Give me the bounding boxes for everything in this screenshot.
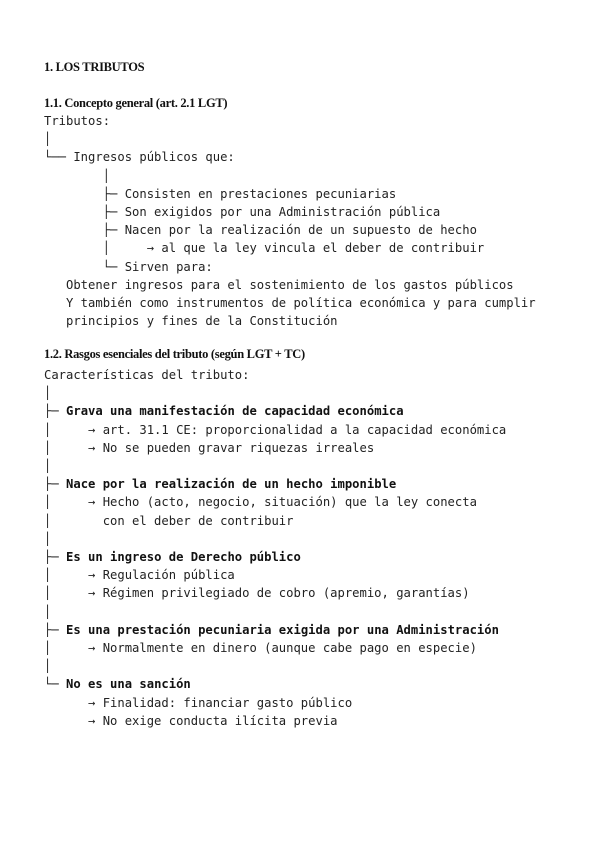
tree-line: │ (44, 604, 52, 619)
tree-line: ├─ Nacen por la realización de un supuesto de hecho (44, 223, 477, 238)
characteristic-detail: │ → Hecho (acto, negocio, situación) que la ley conecta (44, 495, 477, 510)
characteristic-detail: │ → Normalmente en dinero (aunque cabe pago en especie) (44, 641, 477, 656)
characteristic-detail: │ → Régimen privilegiado de cobro (apremio, garantías) (44, 586, 470, 601)
characteristic-title: ├─ Es una prestación pecuniaria exigida por una Administración (44, 622, 499, 637)
tree-line: │ (44, 168, 111, 183)
section-1-tree (44, 112, 536, 330)
characteristic-title: ├─ Es un ingreso de Derecho público (44, 550, 301, 565)
tree-line: │ (44, 659, 52, 674)
section-2-tree (44, 366, 506, 730)
tree-line: principios y fines de la Constitución (44, 314, 338, 329)
tree-line: │ (44, 459, 52, 474)
tree-intro: Características del tributo: (44, 368, 250, 382)
characteristic-title: ├─ Grava una manifestación de capacidad económica (44, 404, 404, 419)
characteristic-title: ├─ Nace por la realización de un hecho imponible (44, 477, 397, 492)
characteristic-detail: │ con el deber de contribuir (44, 513, 294, 528)
tree-line: │ (44, 132, 52, 147)
characteristic-detail: │ → No se pueden gravar riquezas irreales (44, 440, 375, 455)
characteristic-detail: │ → art. 31.1 CE: proporcionalidad a la capacidad económica (44, 422, 507, 437)
characteristic-detail: → No exige conducta ilícita previa (44, 713, 338, 728)
tree-line: ├─ Son exigidos por una Administración pública (44, 205, 441, 220)
characteristic-detail: → Finalidad: financiar gasto público (44, 695, 353, 710)
tree-line: │ (44, 386, 52, 401)
characteristic-detail: │ → Regulación pública (44, 568, 235, 583)
characteristic-title: └─ No es una sanción (44, 677, 191, 692)
tree-line: │ (44, 531, 52, 546)
tree-line: └─ Sirven para: (44, 259, 213, 274)
tree-line: └── Ingresos públicos que: (44, 150, 235, 165)
tree-line: ├─ Consisten en prestaciones pecuniarias (44, 186, 397, 201)
tree-line: Obtener ingresos para el sostenimiento de los gastos públicos (44, 277, 514, 292)
section-2-heading: 1.2. Rasgos esenciales del tributo (según LGT + TC) (44, 347, 305, 361)
tree-line: │ → al que la ley vincula el deber de contribuir (44, 241, 485, 256)
section-1-heading: 1.1. Concepto general (art. 2.1 LGT) (44, 96, 228, 110)
tree-line: Y también como instrumentos de política económica y para cumplir (44, 296, 536, 311)
tree-line: Tributos: (44, 114, 111, 128)
main-title: 1. LOS TRIBUTOS (44, 60, 145, 74)
